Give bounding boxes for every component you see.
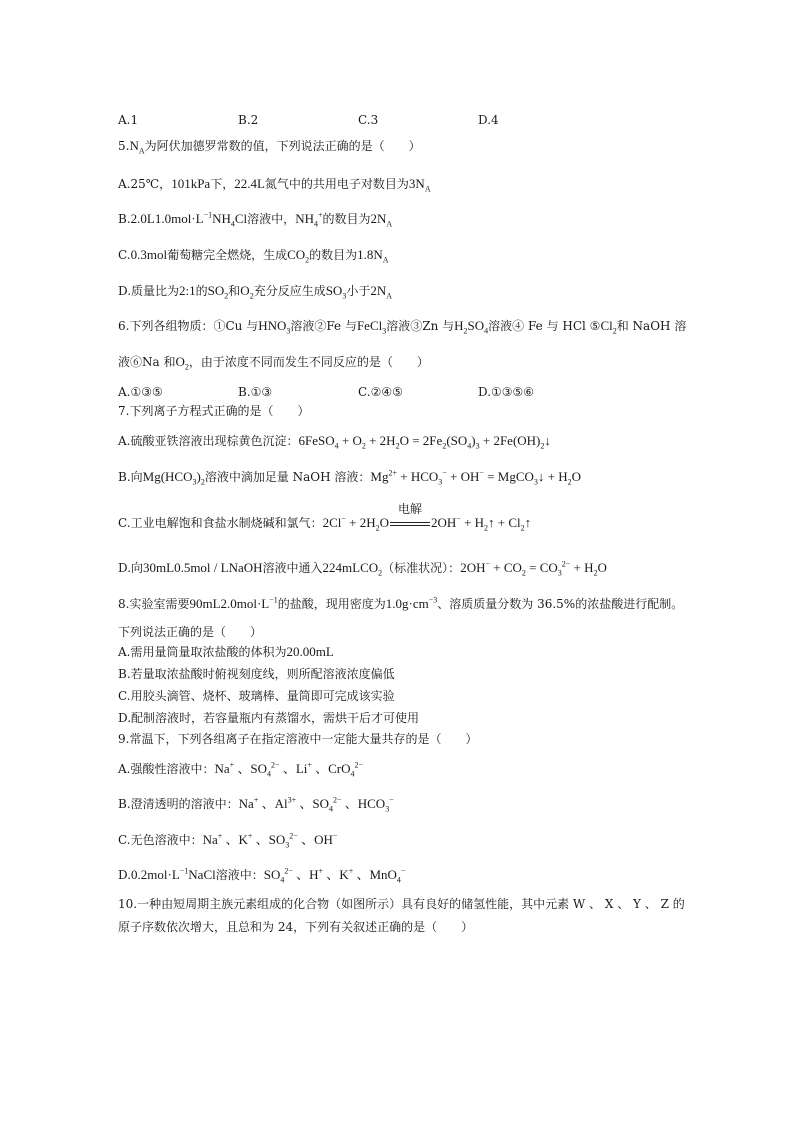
q6-choice-c[interactable]: C.②④⑤ xyxy=(358,385,403,399)
q8-option-d[interactable]: D.配制溶液时，若容量瓶内有蒸馏水，需烘干后才可使用 xyxy=(118,711,420,725)
q5-option-b[interactable]: $B.2.0L1.0mol\cdot L^{-1}NH_4Cl$溶液中，$NH_4^+$的数目为$2N_A$ xyxy=(118,210,393,229)
q4-choice-a[interactable]: A.1 xyxy=(118,113,139,127)
q9-option-d[interactable]: $D.0.2mol\cdot L^{-1}NaCl$溶液中：$SO_4^{2-}$ 、H+ 、K+ 、MnO$_4$− xyxy=(118,866,406,885)
q4-choice-d[interactable]: D.4 xyxy=(478,113,499,127)
q6-choice-b[interactable]: B.①③ xyxy=(238,385,273,399)
q10-stem-line1: 10.一种由短周期主族元素组成的化合物（如图所示）具有良好的储氢性能，其中元素 W 、 X 、 Y 、 Z 的 xyxy=(118,897,685,911)
q5-option-d[interactable]: D.质量比为2:1的$SO_2$和$O_2$充分反应生成$SO_3$小于$2N_A$ xyxy=(118,283,393,301)
q5-stem: $5.N_A$为阿伏加德罗常数的值，下列说法正确的是（ ） xyxy=(118,138,421,156)
q9-option-b[interactable]: B.澄清透明的溶液中：Na+ 、$Al^{3+}$ 、$SO_4^{2-}$ 、$HCO_3^-$ xyxy=(118,795,394,814)
q7-option-b[interactable]: B.向$Mg(HCO_3)_2$溶液中滴加足量 NaOH 溶液：$Mg^{2+} + HCO_3^- + OH^-$ = MgCO$_3$↓ + $H_2O$ xyxy=(118,468,581,487)
q7-option-a[interactable]: A.硫酸亚铁溶液出现棕黄色沉淀：6FeSO$_4$ + $O_2 + 2H_2O = 2Fe_2(SO_4)_3$ + $2Fe(OH)_2↓$ xyxy=(118,433,551,451)
q10-stem-line2: 原子序数依次增大，且总和为 24，下列有关叙述正确的是（ ） xyxy=(118,920,474,934)
q4-choice-c[interactable]: C.3 xyxy=(358,113,379,127)
q5-option-a[interactable]: A.25℃，101kPa下，22.4L氮气中的共用电子对数目为$3N_A$ xyxy=(118,176,431,194)
q8-stem-line1: 8.实验室需要$90mL2.0mol\cdot L^{-1}$的盐酸，现用密度为$1.0g\cdot cm^{-3}$、溶质质量分数为 36.5%的浓盐酸进行配制。 xyxy=(118,595,684,611)
q8-option-b[interactable]: B.若量取浓盐酸时俯视刻度线，则所配溶液浓度偏低 xyxy=(118,667,395,681)
q6-stem-line2: 液⑥Na 和$O_2$，由于浓度不同而发生不同反应的是（ ） xyxy=(118,354,429,372)
q7-stem: 7.下列离子方程式正确的是（ ） xyxy=(118,404,310,418)
q9-option-a[interactable]: A.强酸性溶液中：Na+ 、$SO_4^{2-}$ 、Li+ 、CrO$_4^{2-}$ xyxy=(118,760,364,779)
q6-stem-line1: 6.下列各组物质：①Cu 与$HNO_3$溶液②Fe 与FeCl$_3$溶液③Zn 与$H_2SO_4$溶液④ Fe 与 HCl $⑤Cl_2$和 NaOH 溶 xyxy=(118,318,687,336)
q8-option-a[interactable]: A.需用量筒量取浓盐酸的体积为20.00mL xyxy=(118,644,334,659)
electrolysis-arrow: 电解 xyxy=(389,515,431,531)
q8-stem-line2: 下列说法正确的是（ ） xyxy=(118,625,263,639)
q9-stem: 9.常温下，下列各组离子在指定溶液中一定能大量共存的是（ ） xyxy=(118,732,478,746)
q4-choice-b[interactable]: B.2 xyxy=(238,113,259,127)
q9-option-c[interactable]: C.无色溶液中：Na+ 、K+ 、$SO_3^{2-}$ 、OH− xyxy=(118,831,338,850)
q7-option-d[interactable]: D.向30mL0.5mol / LNaOH溶液中通入224mLCO$_2$（标准状况）：$2OH^- + CO_2 = CO_3^{2-} + H_2O$ xyxy=(118,559,607,578)
q6-choice-a[interactable]: A.①③⑤ xyxy=(118,385,163,399)
q5-option-c[interactable]: C.0.3mol葡萄糖完全燃烧，生成$CO_2$的数目为$1.8N_A$ xyxy=(118,247,389,265)
q8-option-c[interactable]: C.用胶头滴管、烧杯、玻璃棒、量筒即可完成该实验 xyxy=(118,689,395,703)
q6-choice-d[interactable]: D.①③⑤⑥ xyxy=(478,385,535,399)
q7-option-c[interactable]: C.工业电解饱和食盐水制烧碱和氯气：$2Cl^- + 2H_2O$ 电解 $2OH^- + H_2↑$ + $Cl_2↑$ xyxy=(118,502,532,533)
